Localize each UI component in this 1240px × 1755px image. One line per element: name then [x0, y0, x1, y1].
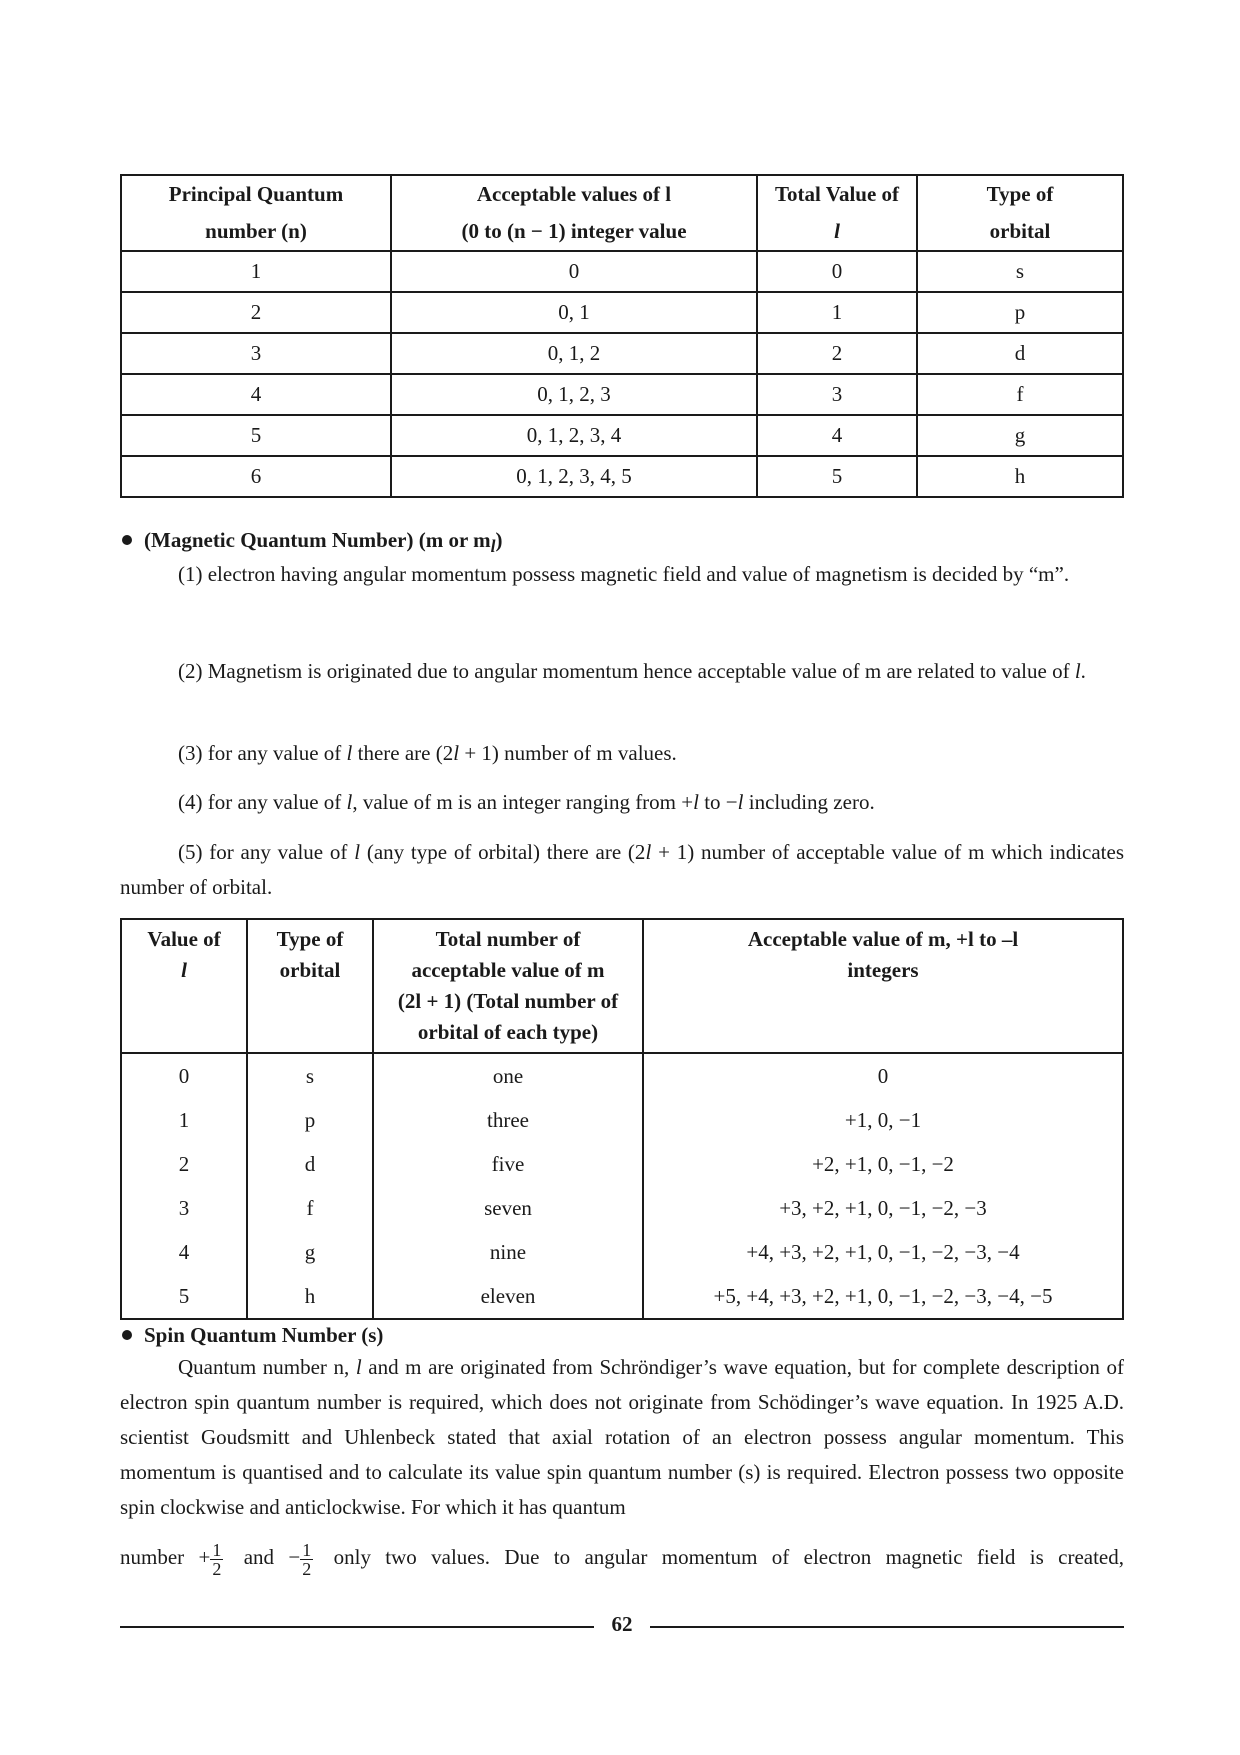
- table-cell: 5: [121, 1274, 247, 1319]
- table-cell: nine: [373, 1230, 643, 1274]
- heading-subscript: l: [490, 536, 496, 557]
- table-cell: 0, 1, 2: [391, 333, 757, 374]
- table-cell: 0, 1: [391, 292, 757, 333]
- italic-l: l: [453, 741, 460, 765]
- magnetic-point-2: [120, 654, 1124, 689]
- table2-row: [121, 1053, 1123, 1098]
- table-cell: 1: [121, 1098, 247, 1142]
- paragraph-text: and −: [229, 1545, 301, 1569]
- table1-row: [121, 415, 1123, 456]
- table-cell: 4: [121, 1230, 247, 1274]
- table-cell: 4: [121, 374, 391, 415]
- header-text: number (n): [205, 219, 307, 243]
- magnetic-quantum-heading: [122, 528, 503, 557]
- paragraph-text: (2) Magnetism is originated due to angular momentum hence acceptable value of m are related to value of: [178, 659, 1075, 683]
- table2-header-orbital-type: [247, 919, 373, 1053]
- header-text: (2l + 1) (Total number of: [397, 989, 619, 1013]
- magnetic-point-1: [120, 557, 1124, 592]
- table-cell: d: [917, 333, 1123, 374]
- table2-row: [121, 1142, 1123, 1186]
- table-cell: +3, +2, +1, 0, −1, −2, −3: [643, 1186, 1123, 1230]
- table-cell: +4, +3, +2, +1, 0, −1, −2, −3, −4: [643, 1230, 1123, 1274]
- paragraph-text: and m are originated from Schröndiger’s wave equation, but for complete description of electron spin quantum number is required, which does not originate from Schödinger’s wave equation. In 1925 A.D. scientist Goudsmitt and Uhlenbeck stated that axial rotation of an electron possess angular momentum. This momentum is quantised and to calculate its value spin quantum number (s) is required. Electron possess two opposite spin clockwise and anticlockwise. For which it has quantum: [120, 1355, 1124, 1519]
- magnetic-point-3: [120, 736, 1124, 771]
- header-text: Type of: [276, 927, 344, 951]
- table-cell: eleven: [373, 1274, 643, 1319]
- table-cell: 5: [121, 415, 391, 456]
- header-text: Acceptable value of m, +l to –l: [747, 927, 1019, 951]
- header-text: Principal Quantum: [168, 182, 344, 206]
- table1-header-principal: [121, 175, 391, 251]
- heading-text: (Magnetic Quantum Number) (m or m: [144, 528, 491, 552]
- table-cell: 0: [643, 1053, 1123, 1098]
- table-cell: three: [373, 1098, 643, 1142]
- table-cell: 0, 1, 2, 3, 4: [391, 415, 757, 456]
- bullet-icon: [122, 1330, 132, 1340]
- table-cell: 2: [757, 333, 917, 374]
- fraction-half: [300, 1541, 313, 1578]
- fraction-denominator: 2: [212, 1558, 222, 1579]
- table-cell: 0: [121, 1053, 247, 1098]
- table-cell: 2: [121, 1142, 247, 1186]
- table-cell: +2, +1, 0, −1, −2: [643, 1142, 1123, 1186]
- italic-l: l: [645, 840, 652, 864]
- paragraph-text: only two values. Due to angular momentum of electron magnetic field is created,: [319, 1545, 1124, 1569]
- table1-row: [121, 374, 1123, 415]
- table2-row: [121, 1274, 1123, 1319]
- spin-quantum-heading: [122, 1323, 383, 1348]
- italic-l: l: [346, 741, 353, 765]
- table-cell: f: [917, 374, 1123, 415]
- table2-header-value-l: [121, 919, 247, 1053]
- fraction-half: [210, 1541, 223, 1578]
- table1-header-acceptable-l: [391, 175, 757, 251]
- heading-text: Spin Quantum Number (s): [144, 1323, 384, 1347]
- paragraph-text: + 1) number of m values.: [459, 741, 677, 765]
- bullet-icon: [122, 535, 132, 545]
- table1-row: [121, 333, 1123, 374]
- header-text: acceptable value of m: [411, 958, 605, 982]
- paragraph-text: (any type of orbital) there are (2: [360, 840, 646, 864]
- table-cell: 3: [121, 333, 391, 374]
- header-text: orbital: [989, 219, 1051, 243]
- table-cell: s: [247, 1053, 373, 1098]
- table-cell: 3: [757, 374, 917, 415]
- header-text: Total Value of: [774, 182, 900, 206]
- table2-row: [121, 1230, 1123, 1274]
- header-text: Acceptable values of l: [476, 182, 672, 206]
- table-cell: 0: [757, 251, 917, 292]
- table1-row: [121, 292, 1123, 333]
- italic-l: l: [346, 790, 353, 814]
- table-cell: seven: [373, 1186, 643, 1230]
- table2-header-acceptable-m: [643, 919, 1123, 1053]
- table-cell: 0, 1, 2, 3: [391, 374, 757, 415]
- paragraph-text: (5) for any value of: [178, 840, 355, 864]
- table-cell: +5, +4, +3, +2, +1, 0, −1, −2, −3, −4, −5: [643, 1274, 1123, 1319]
- table-cell: 2: [121, 292, 391, 333]
- table-cell: g: [917, 415, 1123, 456]
- magnetic-point-5: [120, 835, 1124, 905]
- fraction-numerator: 1: [302, 1539, 312, 1560]
- paragraph-text: (1) electron having angular momentum possess magnetic field and value of magnetism is decided by “m”.: [178, 562, 1070, 586]
- paragraph-text: (3) for any value of: [178, 741, 347, 765]
- table-cell: 1: [757, 292, 917, 333]
- table1-header-total-l: [757, 175, 917, 251]
- table-cell: 5: [757, 456, 917, 497]
- paragraph-text: number +: [120, 1545, 211, 1569]
- table-cell: s: [917, 251, 1123, 292]
- header-text: orbital of each type): [417, 1020, 599, 1044]
- table-cell: one: [373, 1053, 643, 1098]
- table-cell: 3: [121, 1186, 247, 1230]
- table-cell: p: [247, 1098, 373, 1142]
- table2-row: [121, 1186, 1123, 1230]
- fraction-denominator: 2: [302, 1558, 312, 1579]
- table2-row: [121, 1098, 1123, 1142]
- paragraph-text: Quantum number n,: [178, 1355, 356, 1379]
- paragraph-text: , value of m is an integer ranging from +: [352, 790, 694, 814]
- table-cell: 1: [121, 251, 391, 292]
- italic-l: l: [737, 790, 744, 814]
- magnetic-point-4: [120, 785, 1124, 820]
- table-cell: f: [247, 1186, 373, 1230]
- page-number-text: 62: [596, 1612, 649, 1636]
- header-text: Type of: [986, 182, 1054, 206]
- italic-l: l: [354, 840, 361, 864]
- table-cell: p: [917, 292, 1123, 333]
- header-text: Total number of: [435, 927, 581, 951]
- paragraph-text: to −: [698, 790, 738, 814]
- paragraph-text: (4) for any value of: [178, 790, 347, 814]
- table1-header-orbital-type: [917, 175, 1123, 251]
- fraction-numerator: 1: [212, 1539, 222, 1560]
- table-cell: h: [247, 1274, 373, 1319]
- header-text: integers: [847, 958, 919, 982]
- paragraph-text: including zero.: [743, 790, 875, 814]
- header-text: l: [834, 219, 840, 243]
- table-cell: five: [373, 1142, 643, 1186]
- table-cell: +1, 0, −1: [643, 1098, 1123, 1142]
- heading-text: ): [495, 528, 503, 552]
- italic-l: l: [355, 1355, 362, 1379]
- table1-row: [121, 251, 1123, 292]
- table-cell: g: [247, 1230, 373, 1274]
- paragraph-text: + 1) number of acceptable value of m which indicates number of orbital.: [120, 840, 1124, 899]
- header-text: orbital: [279, 958, 341, 982]
- table-cell: 4: [757, 415, 917, 456]
- header-text: (0 to (n − 1) integer value: [461, 219, 687, 243]
- table1-row: [121, 456, 1123, 497]
- orbital-type-table: [120, 174, 1124, 498]
- italic-l: l: [693, 790, 699, 814]
- header-text: l: [181, 958, 187, 982]
- paragraph-text: there are (2: [352, 741, 454, 765]
- page-footer: [120, 1612, 1124, 1642]
- table-cell: h: [917, 456, 1123, 497]
- table-cell: d: [247, 1142, 373, 1186]
- table-cell: 0, 1, 2, 3, 4, 5: [391, 456, 757, 497]
- spin-paragraph-cont: [120, 1540, 1124, 1578]
- table-cell: 0: [391, 251, 757, 292]
- spin-paragraph: [120, 1350, 1124, 1525]
- page-number: [120, 1612, 1124, 1637]
- header-text: Value of: [147, 927, 221, 951]
- table-cell: 6: [121, 456, 391, 497]
- italic-l: l: [1074, 659, 1081, 683]
- table2-header-total-m: [373, 919, 643, 1053]
- magnetic-values-table: [120, 918, 1124, 1320]
- paragraph-text: .: [1080, 659, 1086, 683]
